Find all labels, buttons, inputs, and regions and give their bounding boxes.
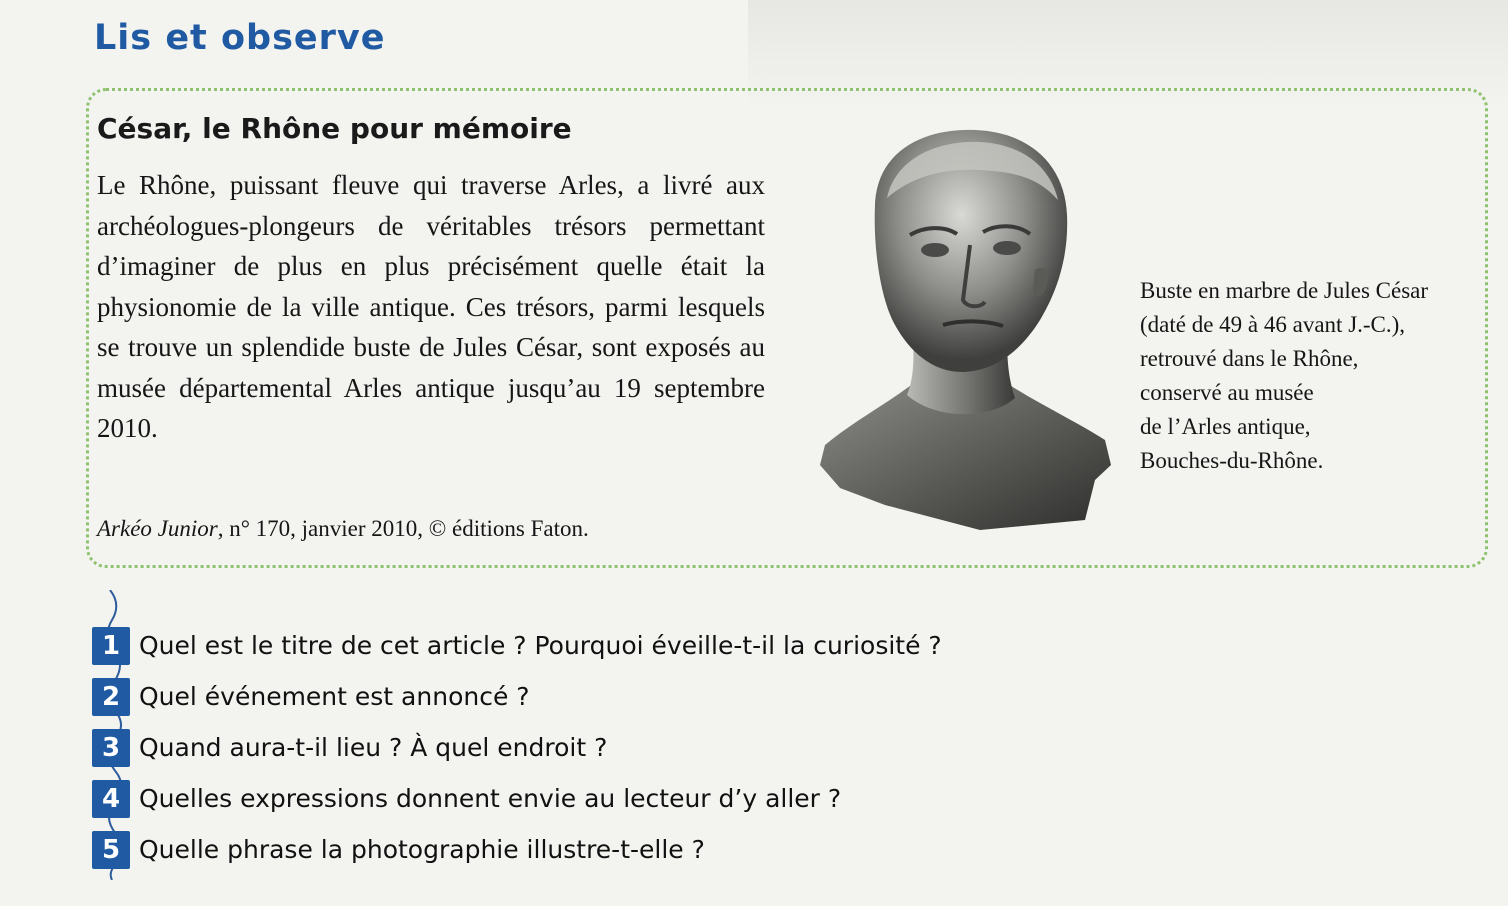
question-list <box>92 620 942 875</box>
marble-bust-icon <box>815 120 1115 530</box>
question-number-badge: 5 <box>92 831 130 869</box>
question-item <box>92 722 942 773</box>
question-text: Quand aura-t-il lieu ? À quel endroit ? <box>139 733 608 762</box>
question-number-badge: 1 <box>92 627 130 665</box>
source-details: , n° 170, janvier 2010, © éditions Faton. <box>217 516 589 541</box>
question-number-badge: 3 <box>92 729 130 767</box>
question-item <box>92 671 942 722</box>
caption-line: Buste en marbre de Jules César <box>1140 278 1429 303</box>
question-number-badge: 4 <box>92 780 130 818</box>
question-item <box>92 620 942 671</box>
article-source <box>97 516 589 542</box>
caption-line: conservé au musée <box>1140 380 1314 405</box>
caption-line: (daté de 49 à 46 avant J.-C.), <box>1140 312 1406 337</box>
caption-line: Bouches-du-Rhône. <box>1140 448 1324 473</box>
question-text: Quelle phrase la photographie illustre-t-elle ? <box>139 835 705 864</box>
caption-line: de l’Arles antique, <box>1140 414 1311 439</box>
source-publication: Arkéo Junior <box>97 516 218 541</box>
question-text: Quel est le titre de cet article ? Pourquoi éveille-t-il la curiosité ? <box>139 631 942 660</box>
question-item <box>92 773 942 824</box>
section-title: Lis et observe <box>94 18 386 58</box>
question-number-badge: 2 <box>92 678 130 716</box>
question-text: Quelles expressions donnent envie au lecteur d’y aller ? <box>139 784 842 813</box>
article-title: César, le Rhône pour mémoire <box>97 112 572 145</box>
article-body: Le Rhône, puissant fleuve qui traverse Arles, a livré aux archéologues-plongeurs de véritables trésors permettant d’imaginer de plus en plus précisément quelle était la physionomie de la ville antique. Ces trésors, parmi lesquels se trouve un splendide buste de Jules César, sont exposés au musée départemental Arles antique jusqu’au 19 septembre 2010. <box>97 170 765 443</box>
image-caption <box>1140 274 1480 478</box>
caption-line: retrouvé dans le Rhône, <box>1140 346 1359 371</box>
question-item <box>92 824 942 875</box>
question-text: Quel événement est annoncé ? <box>139 682 530 711</box>
